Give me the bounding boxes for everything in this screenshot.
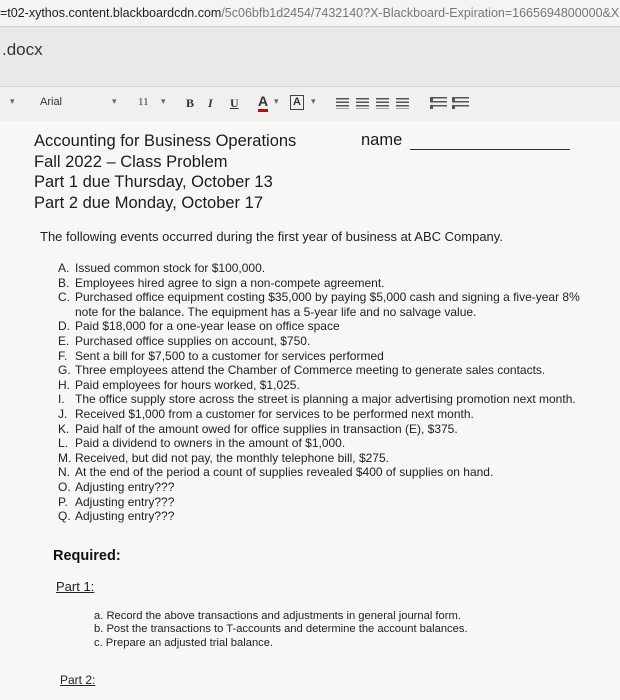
event-item xyxy=(58,451,598,466)
event-text: Purchased office equipment costing $35,000 by paying $5,000 cash and signing a five-year 8% note for the balance. The equipment has a 5-year life and no salvage value. xyxy=(75,290,580,319)
url-host: =t02-xythos.content.blackboardcdn.com xyxy=(0,6,222,20)
event-letter: F. xyxy=(58,348,68,363)
required-heading: Required: xyxy=(53,548,121,564)
highlight-button[interactable]: A xyxy=(290,95,304,110)
event-text: Employees hired agree to sign a non-compete agreement. xyxy=(75,275,385,290)
font-size-dropdown-icon[interactable]: ▾ xyxy=(161,96,166,106)
event-text: The office supply store across the street is planning a major advertising promotion next month. xyxy=(75,392,576,407)
formatting-toolbar xyxy=(0,86,620,122)
event-letter: Q. xyxy=(58,509,71,524)
font-size-select[interactable]: 11 xyxy=(138,96,149,108)
event-item xyxy=(58,349,598,364)
file-name: .docx xyxy=(2,40,43,59)
highlight-dropdown-icon[interactable]: ▾ xyxy=(311,96,316,106)
event-item xyxy=(58,319,598,334)
name-blank-line xyxy=(410,149,570,150)
underline-button[interactable]: U xyxy=(230,96,239,110)
event-item xyxy=(58,261,598,276)
intro-text: The following events occurred during the first year of business at ABC Company. xyxy=(40,229,503,244)
event-letter: L. xyxy=(58,436,69,451)
event-text: Paid half of the amount owed for office supplies in transaction (E), $375. xyxy=(75,421,458,436)
bulleted-list-icon[interactable] xyxy=(452,97,469,109)
event-item xyxy=(58,407,598,422)
part2-due: Part 2 due Monday, October 17 xyxy=(34,193,263,212)
event-item xyxy=(58,378,598,393)
event-item xyxy=(58,363,598,378)
text-color-dropdown-icon[interactable]: ▾ xyxy=(274,96,279,106)
event-text: Paid $18,000 for a one-year lease on office space xyxy=(75,319,340,334)
event-item xyxy=(58,276,598,291)
event-item xyxy=(58,422,598,437)
event-text: Paid a dividend to owners in the amount of $1,000. xyxy=(75,436,346,451)
task-item: b. Post the transactions to T-accounts and determine the account balances. xyxy=(94,623,468,636)
part2-heading: Part 2: xyxy=(60,673,96,687)
events-list xyxy=(58,261,598,524)
event-item xyxy=(58,290,598,319)
align-justify-icon[interactable] xyxy=(396,98,409,109)
event-text: Three employees attend the Chamber of Commerce meeting to generate sales contacts. xyxy=(75,363,546,378)
event-letter: H. xyxy=(58,377,70,392)
event-letter: G. xyxy=(58,363,71,378)
event-text: Paid employees for hours worked, $1,025. xyxy=(75,377,300,392)
event-text: Adjusting entry??? xyxy=(75,494,175,509)
event-text: Purchased office supplies on account, $750. xyxy=(75,333,311,348)
part1-heading: Part 1: xyxy=(56,579,95,594)
event-item xyxy=(58,509,598,524)
course-title: Accounting for Business Operations xyxy=(34,132,297,150)
style-dropdown-icon[interactable]: ▾ xyxy=(10,96,15,106)
italic-button[interactable]: I xyxy=(208,96,213,110)
event-letter: E. xyxy=(58,333,70,348)
event-letter: P. xyxy=(58,494,68,509)
align-center-icon[interactable] xyxy=(356,98,369,109)
event-item xyxy=(58,495,598,510)
event-item xyxy=(58,465,598,480)
align-left-icon[interactable] xyxy=(336,98,349,109)
term-title: Fall 2022 – Class Problem xyxy=(34,152,228,171)
name-label: name xyxy=(361,131,403,149)
event-letter: B. xyxy=(58,275,70,290)
font-name-dropdown-icon[interactable]: ▾ xyxy=(112,96,117,106)
event-item xyxy=(58,436,598,451)
event-letter: N. xyxy=(58,465,70,480)
numbered-list-icon[interactable] xyxy=(430,97,447,109)
event-text: Adjusting entry??? xyxy=(75,509,175,524)
font-name-select[interactable]: Arial xyxy=(40,96,63,108)
event-text: At the end of the period a count of supplies revealed $400 of supplies on hand. xyxy=(75,465,494,480)
event-item xyxy=(58,480,598,495)
task-item: c. Prepare an adjusted trial balance. xyxy=(94,636,274,649)
event-letter: I. xyxy=(58,392,65,407)
event-text: Received $1,000 from a customer for services to be performed next month. xyxy=(75,406,474,421)
event-text: Issued common stock for $100,000. xyxy=(75,261,266,275)
event-letter: D. xyxy=(58,319,70,334)
event-item xyxy=(58,334,598,349)
event-letter: C. xyxy=(58,290,70,305)
url-path: /5c06bfb1d2454/7432140?X-Blackboard-Expiration=1665694800000&X xyxy=(221,6,620,20)
part1-due: Part 1 due Thursday, October 13 xyxy=(34,173,273,191)
document-page xyxy=(0,121,620,700)
address-bar[interactable] xyxy=(0,0,620,27)
part1-tasks xyxy=(94,610,468,650)
event-letter: K. xyxy=(58,421,70,436)
event-letter: A. xyxy=(58,261,70,275)
event-letter: O. xyxy=(58,479,71,494)
event-text: Received, but did not pay, the monthly telephone bill, $275. xyxy=(75,450,389,465)
task-item: a. Record the above transactions and adjustments in general journal form. xyxy=(94,610,461,622)
document-header xyxy=(34,131,296,213)
text-color-button[interactable]: A xyxy=(258,93,268,112)
event-text: Sent a bill for $7,500 to a customer for services performed xyxy=(75,348,384,363)
bold-button[interactable]: B xyxy=(186,96,195,110)
align-right-icon[interactable] xyxy=(376,98,389,109)
event-letter: J. xyxy=(58,406,68,421)
event-letter: M. xyxy=(58,450,72,465)
event-text: Adjusting entry??? xyxy=(75,479,175,494)
event-item xyxy=(58,392,598,407)
